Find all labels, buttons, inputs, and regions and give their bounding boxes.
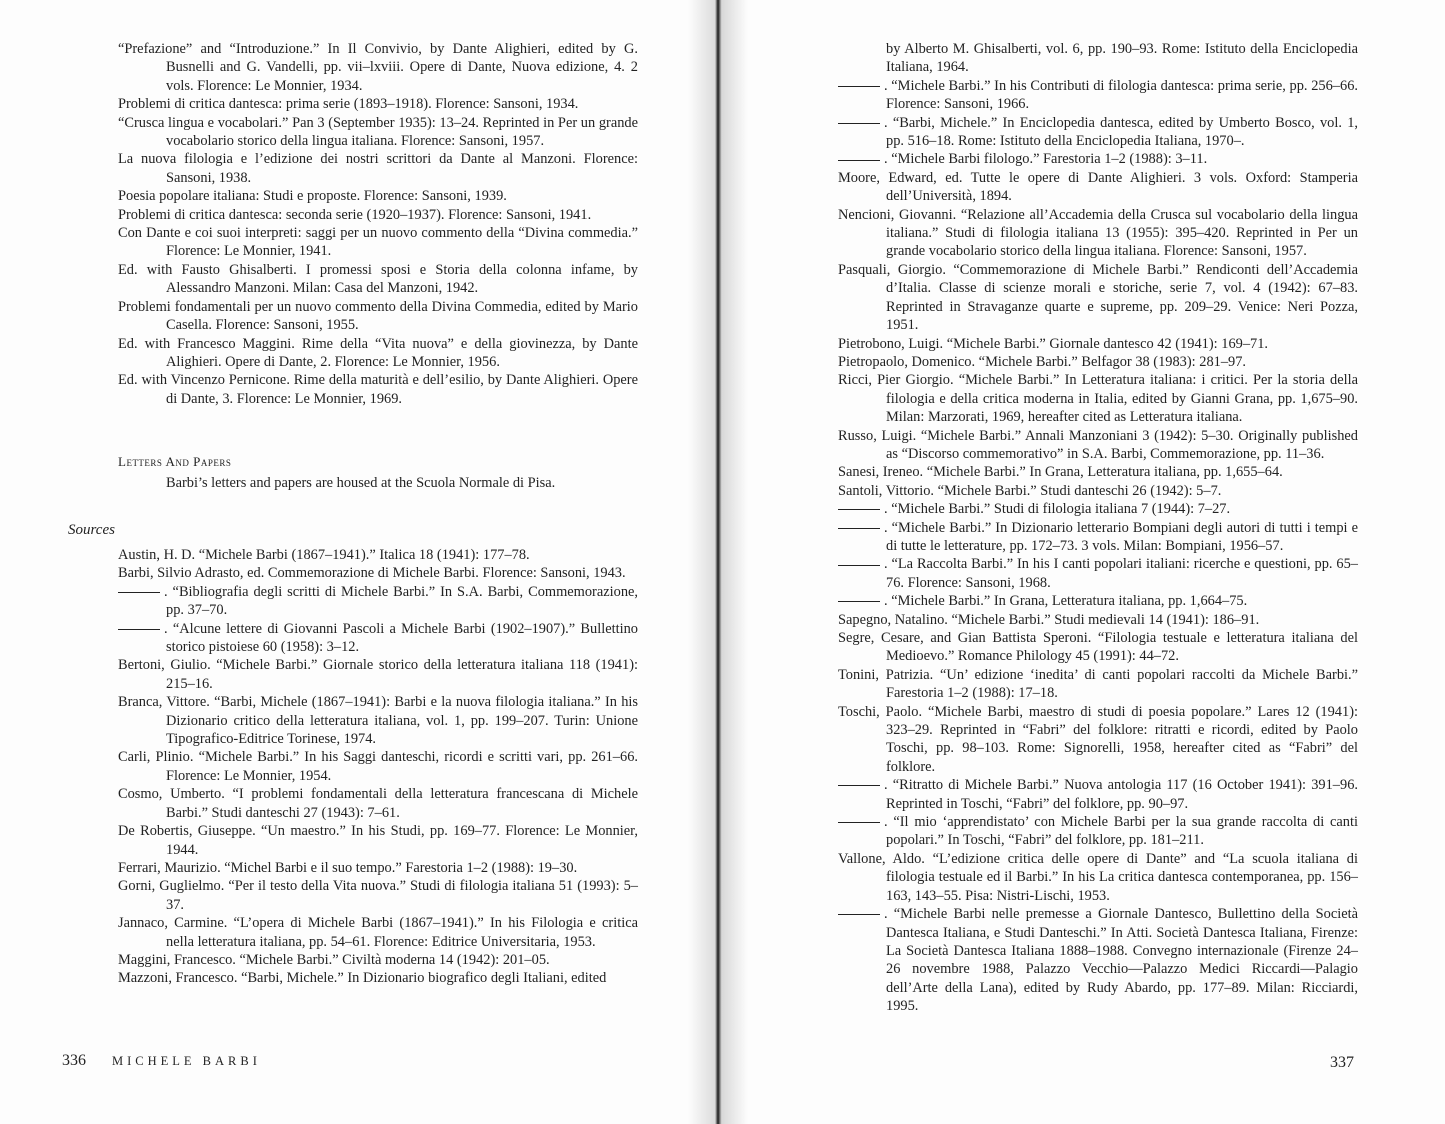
entry-text: Pietropaolo, Domenico. “Michele Barbi.” Belfagor 38 (1983): 281–97. xyxy=(838,353,1247,370)
ditto-dash xyxy=(838,555,884,573)
entry-text: Ricci, Pier Giorgio. “Michele Barbi.” In Letteratura italiana: i critici. Per la storia della filologia e della critica moderna in Italia, edited by Gianni Grana, pp. 1,675–90. Milan: Marzorati, 1969, hereafter cited as Letteratura italiana. xyxy=(838,372,1358,426)
entry-text: “Prefazione” and “Introduzione.” In Il Convivio, by Dante Alighieri, edited by G. Busnelli and G. Vandelli, pp. vii–lxviii. Opere di Dante, Nuova edizione, 4. 2 vols. Florence: Le Monnier, 1934. xyxy=(118,41,638,94)
entry-text: Ferrari, Maurizio. “Michel Barbi e il suo tempo.” Farestoria 1–2 (1988): 19–30. xyxy=(118,859,578,876)
entry-text: Moore, Edward, ed. Tutte le opere di Dante Alighieri. 3 vols. Oxford: Stamperia dell’Università, 1894. xyxy=(838,169,1358,205)
entry-text: Gorni, Guglielmo. “Per il testo della Vita nuova.” Studi di filologia italiana 51 (1993): 5–37. xyxy=(118,878,638,913)
bibliography-entry xyxy=(838,371,1358,426)
entry-text: . “Alcune lettere di Giovanni Pascoli a Michele Barbi (1902–1907).” Bullettino storico pistoiese 60 (1958): 3–12. xyxy=(164,620,638,656)
entry-text: Problemi di critica dantesca: prima serie (1893–1918). Florence: Sansoni, 1934. xyxy=(118,96,579,113)
entry-text: Pietrobono, Luigi. “Michele Barbi.” Giornale dantesco 42 (1941): 169–71. xyxy=(838,335,1269,352)
left-page-works-list xyxy=(118,40,638,408)
bibliography-entry xyxy=(118,693,638,748)
entry-text: Ed. with Francesco Maggini. Rime della “Vita nuova” e della giovinezza, by Dante Alighieri. Opere di Dante, 2. Florence: Le Monnier, 1956. xyxy=(118,335,638,370)
left-page-number: 336 xyxy=(62,1052,86,1069)
bibliography-entry xyxy=(118,620,638,657)
ditto-dash xyxy=(838,77,884,95)
bibliography-entry xyxy=(838,776,1358,813)
book-gutter xyxy=(688,0,748,1124)
bibliography-entry xyxy=(118,187,638,205)
bibliography-entry xyxy=(838,500,1358,518)
bibliography-entry xyxy=(838,703,1358,777)
entry-text: Con Dante e coi suoi interpreti: saggi per un nuovo commento della “Divina commedia.” Florence: Le Monnier, 1941. xyxy=(118,225,638,260)
bibliography-entry xyxy=(118,335,638,372)
entry-text: Santoli, Vittorio. “Michele Barbi.” Studi danteschi 26 (1942): 5–7. xyxy=(838,482,1222,499)
left-page-footer xyxy=(62,1052,261,1070)
bibliography-entry xyxy=(838,261,1358,335)
bibliography-entry xyxy=(118,95,638,113)
entry-text: . “Michele Barbi nelle premesse a Giornale Dantesco, Bullettino della Società Dantesca Italiana, e Studi Danteschi.” In Atti. Società Dantesca Italiana, Firenze: La Società Dantesca Italiana 1888–1988. Convegno internazionale (Firenze 24–26 novembre 1988, Palazzo Vecchio—Palazzo Medici Riccardi—Palagio dell’Arte della Lana), edited by Rudy Abardo, pp. 177–89. Milan: Ricciardi, 1995. xyxy=(884,906,1358,1015)
ditto-dash xyxy=(838,813,884,831)
entry-text: . “Il mio ‘apprendistato’ con Michele Barbi per la sua grande raccolta di canti popolari.” In Toschi, “Fabri” del folklore, pp. 181–211. xyxy=(884,814,1358,849)
entry-text: . “Michele Barbi.” In his Contributi di filologia dantesca: prima serie, pp. 256–66. Florence: Sansoni, 1966. xyxy=(884,77,1358,113)
bibliography-entry xyxy=(838,850,1358,905)
bibliography-entry xyxy=(838,592,1358,610)
bibliography-entry xyxy=(118,261,638,298)
left-page-sources-list xyxy=(118,546,638,988)
ditto-dash xyxy=(118,583,164,601)
bibliography-entry xyxy=(118,748,638,785)
bibliography-entry xyxy=(838,335,1358,353)
right-page-number: 337 xyxy=(1330,1054,1354,1071)
bibliography-entry xyxy=(838,482,1358,500)
entry-text: Ed. with Fausto Ghisalberti. I promessi sposi e Storia della colonna infame, by Alessandro Manzoni. Milan: Casa del Manzoni, 1942. xyxy=(118,261,638,297)
bibliography-entry xyxy=(838,206,1358,261)
bibliography-entry xyxy=(118,914,638,951)
entry-text: Cosmo, Umberto. “I problemi fondamentali della letteratura francescana di Michele Barbi.” Studi danteschi 27 (1943): 7–61. xyxy=(118,786,638,821)
bibliography-entry xyxy=(838,77,1358,114)
bibliography-entry xyxy=(838,813,1358,850)
entry-text: . “Michele Barbi filologo.” Farestoria 1–2 (1988): 3–11. xyxy=(884,151,1208,168)
entry-text: La nuova filologia e l’edizione dei nostri scrittori da Dante al Manzoni. Florence: Sansoni, 1938. xyxy=(118,151,638,186)
letters-note: Barbi’s letters and papers are housed at the Scuola Normale di Pisa. xyxy=(166,475,556,491)
bibliography-entry xyxy=(838,905,1358,1015)
right-page-sources-list xyxy=(838,40,1358,1016)
bibliography-entry xyxy=(118,969,638,987)
bibliography-entry xyxy=(838,40,1358,77)
entry-text: Problemi di critica dantesca: seconda serie (1920–1937). Florence: Sansoni, 1941. xyxy=(118,206,592,223)
entry-text: Ed. with Vincenzo Pernicone. Rime della maturità e dell’esilio, by Dante Alighieri. Opere di Dante, 3. Florence: Le Monnier, 1969. xyxy=(118,372,638,407)
entry-text: Toschi, Paolo. “Michele Barbi, maestro di studi di poesia popolare.” Lares 12 (1941): 323–29. Reprinted in “Fabri” del folklore: ritratti e ricordi, edited by Paolo Toschi, pp. 98–103. Rome: Signorelli, 1958, hereafter cited as “Fabri” del folklore. xyxy=(838,703,1358,775)
ditto-dash xyxy=(838,905,884,923)
bibliography-entry xyxy=(118,877,638,914)
bibliography-entry xyxy=(118,40,638,95)
bibliography-entry xyxy=(838,611,1358,629)
entry-text: Pasquali, Giorgio. “Commemorazione di Michele Barbi.” Rendiconti dell’Accademia d’Italia. Classe di scienze morali e storiche, serie 7, vol. 4 (1942): 67–83. Reprinted in Stravaganze quarte e supreme, pp. 209–29. Venice: Neri Pozza, 1951. xyxy=(838,261,1358,334)
entry-text: . “Michele Barbi.” In Grana, Letteratura italiana, pp. 1,664–75. xyxy=(884,593,1248,610)
bibliography-entry xyxy=(118,150,638,187)
running-head: MICHELE BARBI xyxy=(112,1054,261,1068)
bibliography-entry xyxy=(118,583,638,620)
entry-text: . “Michele Barbi.” In Dizionario letterario Bompiani degli autori di tutti i tempi e di tutte le letterature, pp. 172–73. 3 vols. Milan: Bompiani, 1956–57. xyxy=(884,519,1358,554)
bibliography-entry xyxy=(118,822,638,859)
bibliography-entry xyxy=(838,519,1358,556)
entry-text: Russo, Luigi. “Michele Barbi.” Annali Manzoniani 3 (1942): 5–30. Originally published as “Discorso commemorativo” in S.A. Barbi, Commemorazione, pp. 11–36. xyxy=(838,427,1358,462)
bibliography-entry xyxy=(838,169,1358,206)
entry-text: Barbi, Silvio Adrasto, ed. Commemorazione di Michele Barbi. Florence: Sansoni, 1943. xyxy=(118,565,626,582)
entry-text: Maggini, Francesco. “Michele Barbi.” Civiltà moderna 14 (1942): 201–05. xyxy=(118,951,550,968)
ditto-dash xyxy=(838,519,884,537)
entry-text: “Crusca lingua e vocabolari.” Pan 3 (September 1935): 13–24. Reprinted in Per un grande vocabolario storico della lingua italiana. Florence: Sansoni, 1957. xyxy=(118,114,638,150)
entry-text: by Alberto M. Ghisalberti, vol. 6, pp. 190–93. Rome: Istituto della Enciclopedia Italiana, 1964. xyxy=(886,41,1358,76)
sources-heading: Sources xyxy=(68,522,115,538)
bibliography-entry xyxy=(118,298,638,335)
entry-text: . “La Raccolta Barbi.” In his I canti popolari italiani: ricerche e questioni, pp. 65–76. Florence: Sansoni, 1968. xyxy=(884,556,1358,591)
ditto-dash xyxy=(838,150,884,168)
bibliography-entry xyxy=(118,564,638,582)
bibliography-entry xyxy=(838,666,1358,703)
ditto-dash xyxy=(118,620,164,638)
ditto-dash xyxy=(838,500,884,518)
bibliography-entry xyxy=(838,114,1358,151)
entry-text: Bertoni, Giulio. “Michele Barbi.” Giornale storico della letteratura italiana 118 (1941): 215–16. xyxy=(118,657,638,692)
bibliography-entry xyxy=(838,555,1358,592)
entry-text: Sanesi, Ireneo. “Michele Barbi.” In Grana, Letteratura italiana, pp. 1,655–64. xyxy=(838,464,1283,481)
entry-text: Carli, Plinio. “Michele Barbi.” In his Saggi danteschi, ricordi e scritti vari, pp. 261–66. Florence: Le Monnier, 1954. xyxy=(118,749,638,784)
entry-text: Mazzoni, Francesco. “Barbi, Michele.” In Dizionario biografico degli Italiani, edited xyxy=(118,970,607,987)
bibliography-entry xyxy=(118,371,638,408)
entry-text: Branca, Vittore. “Barbi, Michele (1867–1941): Barbi e la nuova filologia italiana.” In his Dizionario critico della letteratura italiana, vol. 1, pp. 199–207. Turin: Unione Tipografico-Editrice Torinese, 1974. xyxy=(118,694,638,748)
bibliography-entry xyxy=(118,206,638,224)
bibliography-entry xyxy=(838,629,1358,666)
entry-text: De Robertis, Giuseppe. “Un maestro.” In his Studi, pp. 169–77. Florence: Le Monnier, 1944. xyxy=(118,823,638,858)
bibliography-entry xyxy=(118,859,638,877)
bibliography-entry xyxy=(118,546,638,564)
bibliography-entry xyxy=(118,224,638,261)
entry-text: . “Bibliografia degli scritti di Michele Barbi.” In S.A. Barbi, Commemorazione, pp. 37–70. xyxy=(164,583,638,619)
entry-text: Austin, H. D. “Michele Barbi (1867–1941).” Italica 18 (1941): 177–78. xyxy=(118,547,530,563)
bibliography-entry xyxy=(838,353,1358,371)
entry-text: Problemi fondamentali per un nuovo commento della Divina Commedia, edited by Mario Casella. Florence: Sansoni, 1955. xyxy=(118,298,638,334)
bibliography-entry xyxy=(118,114,638,151)
bibliography-entry xyxy=(838,150,1358,168)
entry-text: Sapegno, Natalino. “Michele Barbi.” Studi medievali 14 (1941): 186–91. xyxy=(838,611,1260,628)
letters-heading: Letters And Papers xyxy=(118,454,232,469)
letters-and-papers-section xyxy=(118,454,638,492)
entry-text: Nencioni, Giovanni. “Relazione all’Accademia della Crusca sul vocabolario della lingua italiana.” Studi di filologia italiana 13 (1955): 395–420. Reprinted in Per un grande vocabolario storico della lingua italiana. Florence: Sansoni, 1957. xyxy=(838,206,1358,260)
ditto-dash xyxy=(838,776,884,794)
bibliography-entry xyxy=(838,427,1358,464)
entry-text: Tonini, Patrizia. “Un’ edizione ‘inedita’ di canti popolari raccolti da Michele Barbi.” Farestoria 1–2 (1988): 17–18. xyxy=(838,666,1358,702)
bibliography-entry xyxy=(118,951,638,969)
entry-text: . “Michele Barbi.” Studi di filologia italiana 7 (1944): 7–27. xyxy=(884,501,1231,518)
bibliography-entry xyxy=(838,463,1358,481)
ditto-dash xyxy=(838,114,884,132)
entry-text: . “Ritratto di Michele Barbi.” Nuova antologia 117 (16 October 1941): 391–96. Reprinted in Toschi, “Fabri” del folklore, pp. 90–97. xyxy=(884,777,1358,812)
entry-text: Vallone, Aldo. “L’edizione critica delle opere di Dante” and “La scuola italiana di filologia testuale ed il Barbi.” In his La critica dantesca contemporanea, pp. 156–163, 143–55. Pisa: Nistri-Lischi, 1953. xyxy=(838,850,1358,904)
ditto-dash xyxy=(838,592,884,610)
entry-text: . “Barbi, Michele.” In Enciclopedia dantesca, edited by Umberto Bosco, vol. 1, pp. 516–18. Rome: Istituto della Enciclopedia Italiana, 1970–. xyxy=(884,114,1358,150)
entry-text: Poesia popolare italiana: Studi e proposte. Florence: Sansoni, 1939. xyxy=(118,188,507,205)
bibliography-entry xyxy=(118,656,638,693)
bibliography-entry xyxy=(118,785,638,822)
entry-text: Jannaco, Carmine. “L’opera di Michele Barbi (1867–1941).” In his Filologia e critica nella letteratura italiana, pp. 54–61. Florence: Editrice Universitaria, 1953. xyxy=(118,915,638,950)
entry-text: Segre, Cesare, and Gian Battista Speroni. “Filologia testuale e letteratura italiana del Medioevo.” Romance Philology 45 (1991): 44–72. xyxy=(838,630,1358,665)
